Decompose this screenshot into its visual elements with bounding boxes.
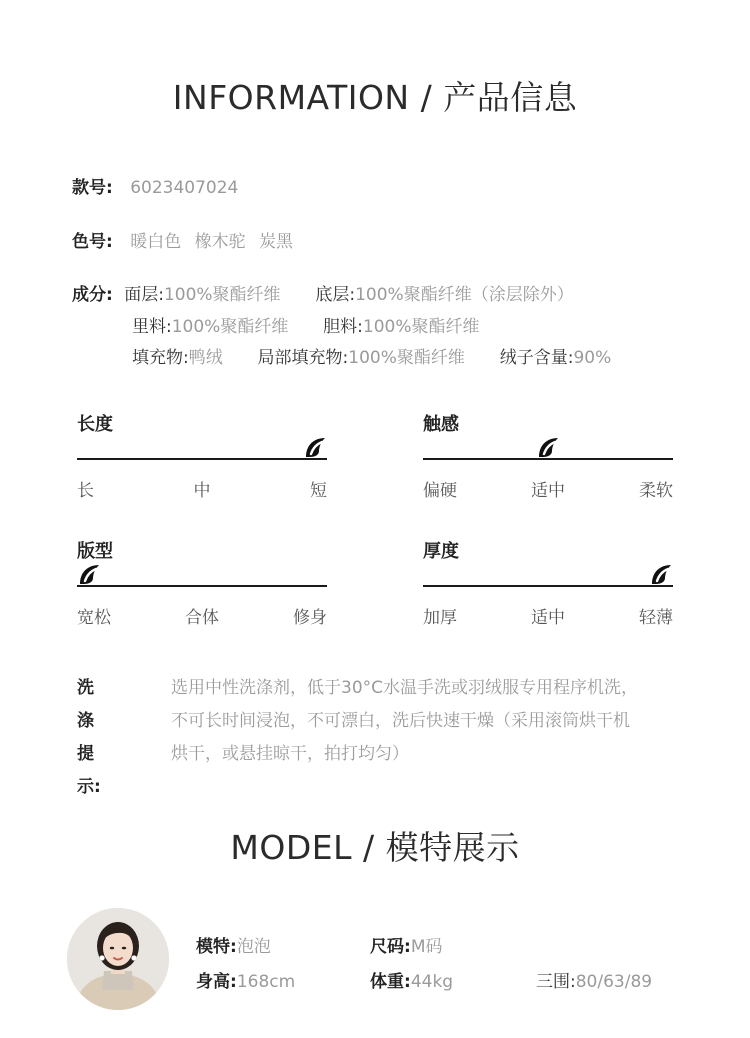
base-label: 底层:: [315, 285, 356, 305]
colors-label: 色号:: [72, 232, 113, 252]
meter-label-center: 中: [193, 481, 211, 501]
meter-track: [423, 585, 673, 587]
base-value: 100%聚酯纤维（涂层除外）: [355, 285, 574, 305]
model-height-label: 身高:: [196, 972, 237, 992]
model-weight-label: 体重:: [370, 972, 411, 992]
composition-label: 成分:: [72, 285, 113, 305]
style-no-row: [72, 173, 238, 198]
leaf-marker-icon: [77, 563, 101, 587]
color-3: 炭黑: [259, 232, 294, 252]
color-1: 暖白色: [130, 232, 182, 252]
model-size-value: M码: [410, 937, 443, 957]
model-measurements-label: 三围:: [536, 972, 576, 992]
partial-filling-value: 100%聚酯纤维: [348, 348, 465, 368]
length-meter: [77, 410, 327, 501]
inner-value: 100%聚酯纤维: [362, 317, 480, 337]
lining-label: 里料:: [132, 317, 172, 337]
care-line: 不可长时间浸泡，不可漂白，洗后快速干燥（采用滚筒烘干机: [171, 711, 630, 731]
down-content-label: 绒子含量:: [499, 348, 574, 368]
model-size-label: 尺码:: [370, 937, 411, 957]
model-name-row: [196, 932, 271, 957]
meter-label-right: 短: [310, 481, 327, 501]
down-content-value: 90%: [573, 348, 612, 368]
meter-label-right: 轻薄: [639, 608, 673, 628]
care-line: 烘干，或悬挂晾干，拍打均匀）: [171, 744, 409, 764]
meter-title: 长度: [77, 414, 113, 435]
outer-label: 面层:: [124, 285, 164, 305]
care-text: [171, 672, 691, 771]
feel-meter: [423, 410, 673, 501]
colors-row: [72, 227, 293, 252]
model-measurements-value: 80/63/89: [575, 972, 653, 992]
model-weight-value: 44kg: [410, 972, 454, 992]
composition-row-3: [132, 343, 611, 368]
leaf-marker-icon: [536, 436, 560, 460]
care-line: 选用中性洗涤剂，低于30°C水温手洗或羽绒服专用程序机洗，: [171, 678, 639, 698]
model-size-row: [370, 932, 442, 957]
style-no-label: 款号:: [72, 178, 113, 198]
outer-value: 100%聚酯纤维: [163, 285, 281, 305]
model-name-label: 模特:: [196, 937, 237, 957]
thickness-meter: [423, 537, 673, 628]
inner-label: 胆料:: [323, 317, 363, 337]
model-height-value: 168cm: [236, 972, 296, 992]
meter-label-left: 加厚: [423, 608, 457, 628]
meter-label-center: 合体: [185, 608, 219, 628]
meter-track: [77, 585, 327, 587]
lining-value: 100%聚酯纤维: [171, 317, 289, 337]
composition-row-1: [72, 280, 574, 305]
meter-label-center: 适中: [531, 481, 565, 501]
meter-label-left: 偏硬: [423, 481, 457, 501]
model-title: MODEL / 模特展示: [230, 828, 520, 867]
model-name-value: 泡泡: [236, 937, 271, 957]
style-no-value: 6023407024: [130, 178, 239, 198]
model-height-row: [196, 967, 295, 992]
model-weight-row: [370, 967, 453, 992]
leaf-marker-icon: [649, 563, 673, 587]
meter-title: 版型: [77, 541, 113, 562]
model-portrait-icon: [67, 908, 169, 1010]
meter-title: 厚度: [423, 541, 459, 562]
model-measurements-row: [536, 967, 652, 992]
meter-label-left: 长: [77, 481, 94, 501]
meter-label-right: 柔软: [639, 481, 673, 501]
meter-label-left: 宽松: [77, 608, 111, 628]
meter-label-right: 修身: [293, 608, 327, 628]
leaf-marker-icon: [303, 436, 327, 460]
meter-track: [77, 458, 327, 460]
filling-label: 填充物:: [132, 348, 189, 368]
model-avatar: [67, 908, 169, 1010]
care-label: 洗涤提示:: [77, 678, 101, 797]
meter-title: 触感: [423, 414, 459, 435]
color-2: 橡木驼: [194, 232, 246, 252]
meter-label-center: 适中: [531, 608, 565, 628]
info-title: INFORMATION / 产品信息: [172, 78, 578, 117]
fit-meter: [77, 537, 327, 628]
partial-filling-label: 局部填充物:: [257, 348, 349, 368]
filling-value: 鸭绒: [188, 348, 223, 368]
composition-row-2: [132, 312, 480, 337]
